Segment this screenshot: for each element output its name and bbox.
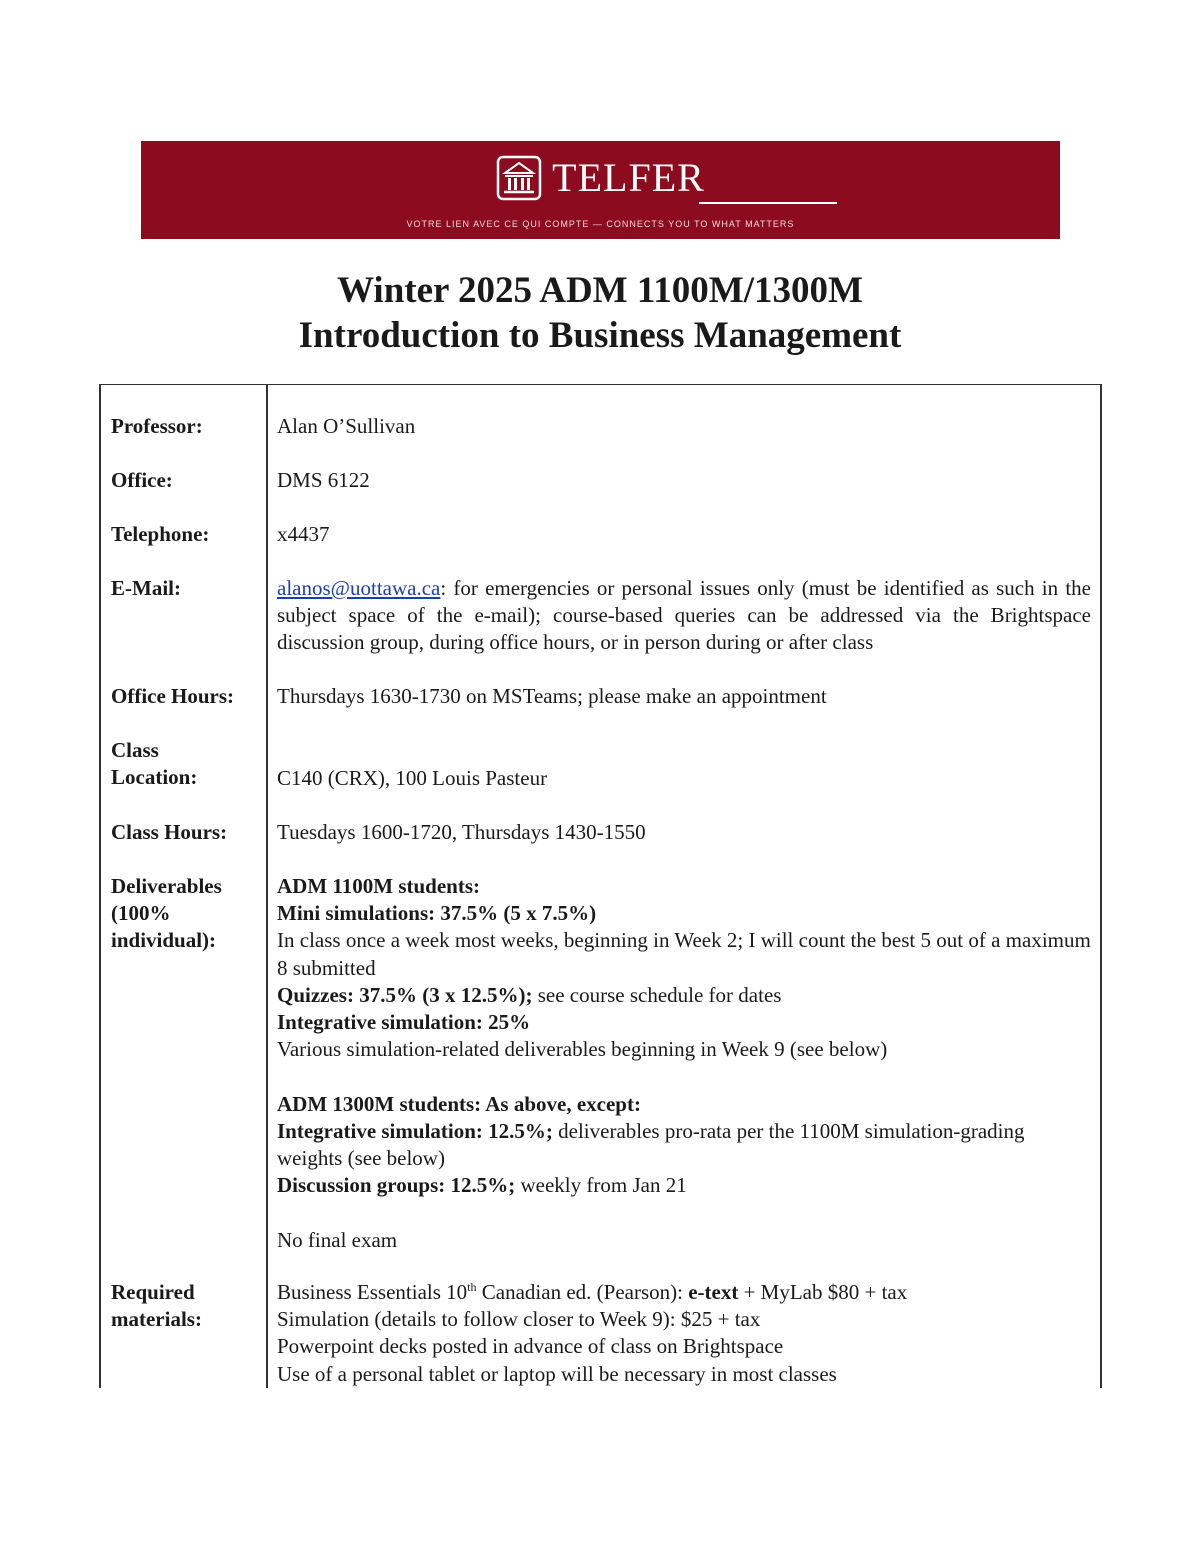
email-link[interactable]: alanos@uottawa.ca [277, 576, 441, 600]
class-location-label-line2: Location: [111, 765, 198, 790]
class-location-label [111, 737, 259, 791]
table-border-right [1100, 385, 1102, 1388]
telephone-value: x4437 [277, 522, 330, 546]
discussion-groups-heading: Discussion groups: 12.5%; [277, 1173, 516, 1198]
deliverables-label [111, 873, 259, 955]
quizzes-text: see course schedule for dates [532, 982, 782, 1007]
office-label: Office: [111, 468, 173, 492]
deliverables-value [277, 873, 1091, 1254]
course-info-table [99, 384, 1102, 1388]
class-location-label-line1: Class [111, 738, 159, 762]
course-subtitle: Introduction to Business Management [298, 315, 902, 356]
class-location-value: C140 (CRX), 100 Louis Pasteur [277, 766, 548, 790]
telephone-label: Telephone: [111, 522, 210, 546]
materials-label-line2: materials: [111, 1307, 202, 1332]
etext-bold: e-text [688, 1280, 739, 1304]
integrative-simulation-heading: Integrative simulation: 25% [277, 1010, 531, 1035]
textbook-price: + MyLab $80 + tax [738, 1280, 908, 1304]
professor-label: Professor: [111, 414, 203, 438]
email-note: : for emergencies or personal issues only (must be identified as such in the subject space of the e-mail); course-based queries can be addressed via the Brightspace discussion group, during office hours, or in person during or after class [277, 576, 1091, 655]
class-hours-label: Class Hours: [111, 820, 228, 844]
materials-powerpoint: Powerpoint decks posted in advance of class on Brightspace [277, 1334, 784, 1359]
office-value: DMS 6122 [277, 468, 370, 492]
telfer-banner [141, 141, 1060, 239]
brand-underline [699, 202, 837, 204]
email-label: E-Mail: [111, 576, 181, 600]
deliverables-label-line3: individual): [111, 928, 217, 953]
deliverables-label-line1: Deliverables [111, 874, 222, 898]
materials-textbook [277, 1279, 1091, 1306]
class-hours-value: Tuesdays 1600-1720, Thursdays 1430-1550 [277, 820, 646, 844]
adm1300-heading: ADM 1300M students: As above, except: [277, 1091, 641, 1116]
table-divider [266, 385, 268, 1388]
mini-simulations-text: In class once a week most weeks, beginning in Week 2; I will count the best 5 out of a maximum 8 submitted [277, 928, 1091, 980]
integrative-1300-text: deliverables pro-rata per the 1100M simulation-grading weights (see below) [277, 1118, 1025, 1171]
mini-simulations-heading: Mini simulations: 37.5% (5 x 7.5%) [277, 901, 597, 926]
brand [141, 153, 1060, 203]
materials-simulation: Simulation (details to follow closer to Week 9): $25 + tax [277, 1307, 761, 1332]
materials-device: Use of a personal tablet or laptop will be necessary in most classes [277, 1361, 837, 1386]
materials-label-line1: Required [111, 1280, 195, 1304]
adm1100-heading: ADM 1100M students: [277, 874, 480, 898]
integrative-simulation-text: Various simulation-related deliverables beginning in Week 9 (see below) [277, 1037, 888, 1062]
textbook-edition: Canadian ed. (Pearson): [476, 1280, 689, 1304]
materials-label [111, 1279, 259, 1333]
integrative-1300-heading: Integrative simulation: 12.5%; [277, 1118, 553, 1143]
table-border-left [99, 385, 101, 1388]
office-hours-label: Office Hours: [111, 684, 235, 708]
materials-value [277, 1279, 1091, 1388]
edition-superscript: th [467, 1280, 477, 1294]
course-title: Winter 2025 ADM 1100M/1300M [337, 270, 863, 311]
discussion-groups-text: weekly from Jan 21 [515, 1173, 687, 1198]
building-logo-icon [496, 155, 542, 201]
deliverables-label-line2: (100% [111, 901, 171, 926]
brand-name: TELFER [552, 155, 705, 200]
textbook-title: Business Essentials 10 [277, 1280, 468, 1304]
no-final-exam: No final exam [277, 1227, 398, 1252]
office-hours-value: Thursdays 1630-1730 on MSTeams; please make an appointment [277, 684, 827, 708]
tagline: VOTRE LIEN AVEC CE QUI COMPTE — CONNECTS YOU TO WHAT MATTERS [406, 219, 795, 229]
email-value [277, 575, 1091, 657]
professor-value: Alan O’Sullivan [277, 414, 416, 438]
quizzes-heading: Quizzes: 37.5% (3 x 12.5%); [277, 982, 533, 1007]
